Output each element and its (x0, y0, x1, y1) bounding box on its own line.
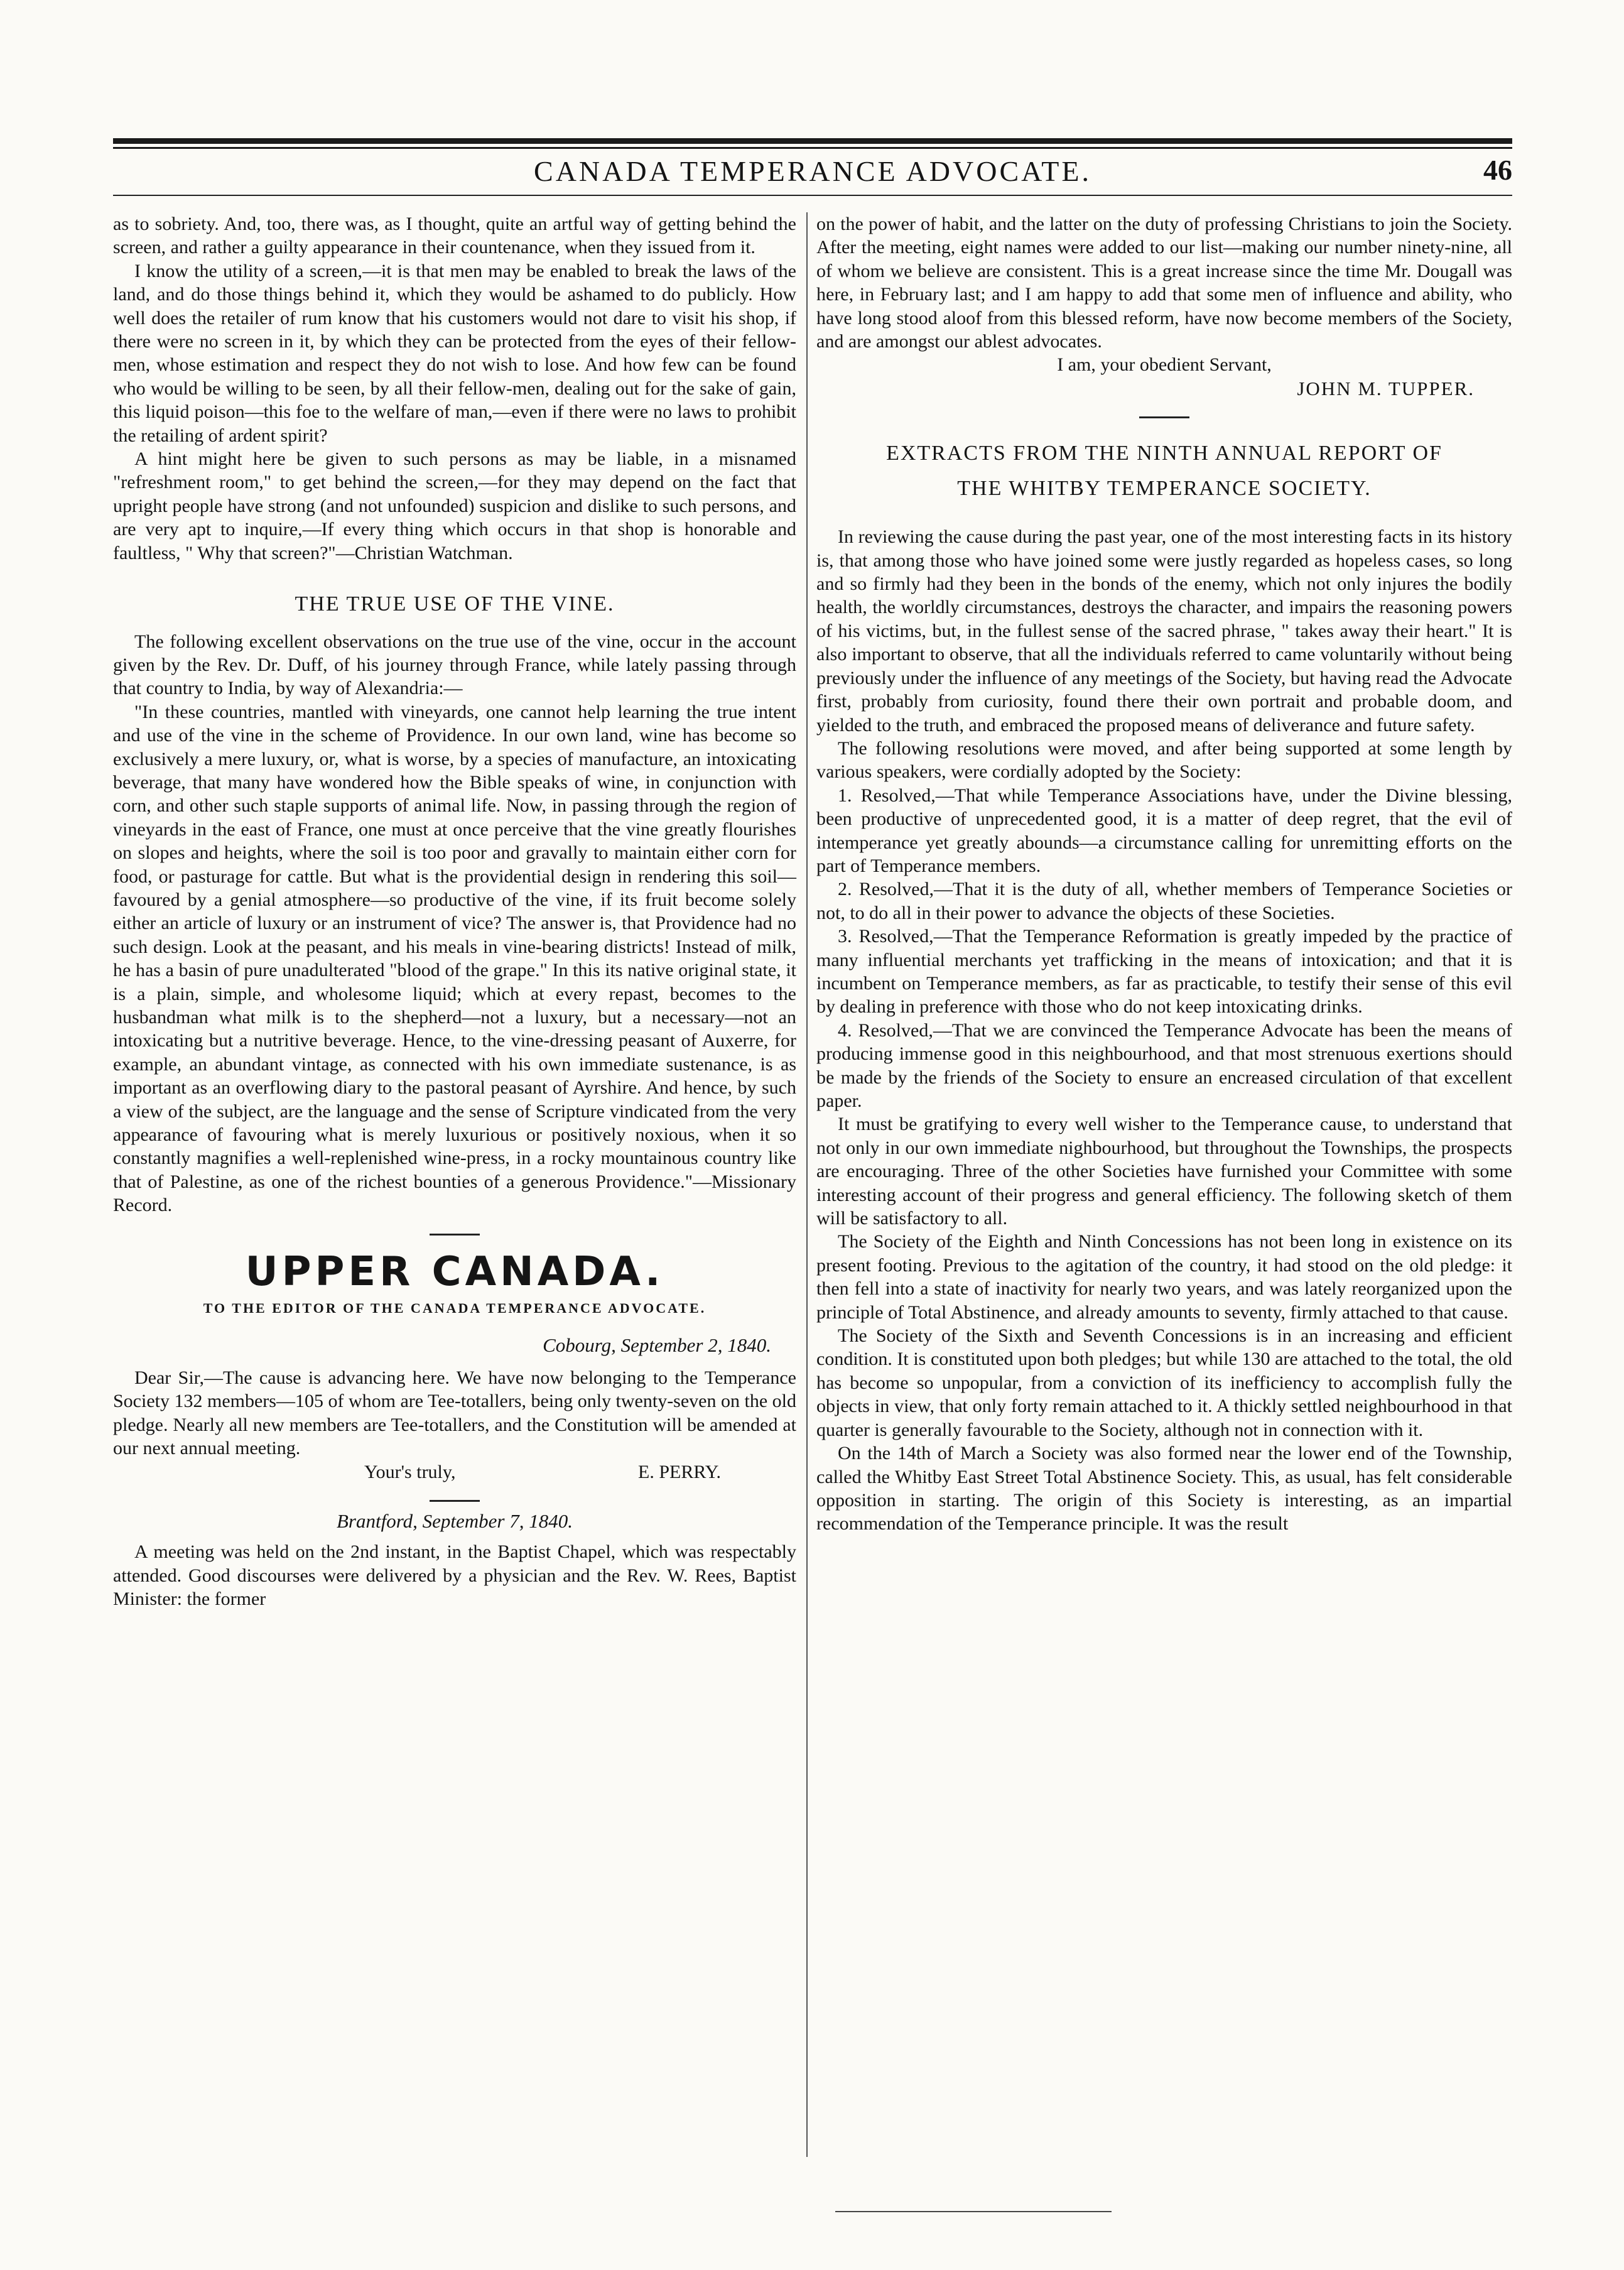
paragraph: The Society of the Sixth and Seventh Concessions is in an increasing and efficient condition. It is constituted upon both pledges; but while 130 are attached to the total, the old has become so unpopular, from a conviction of its inefficiency to accomplish fully the objects in view, that only forty remain attached to it. A thickly settled neighbourhood in that quarter is generally favourable to the Society, although not in connection with it. (816, 1325, 1512, 1440)
letter-body: A meeting was held on the 2nd instant, in the Baptist Chapel, which was respectably attended. Good discourses were delivered by a physician and the Rev. W. Rees, Baptist Minister: the former (113, 1541, 796, 1610)
paragraph: A hint might here be given to such persons as may be liable, in a misnamed "refreshment room," to get behind the screen,—for they may depend on the fact that upright people have strong (and not unfounded) suspicion and dislike to such persons, and are very apt to inquire,—If every thing which occurs in that shop is honorable and faultless, " Why that screen?"—Christian Watchman. (113, 448, 796, 563)
paragraph: as to sobriety. And, too, there was, as I thought, quite an artful way of getting behind the screen, and rather a guilty appearance in their countenance, when they issued from it. (113, 214, 796, 258)
resolution: 2. Resolved,—That it is the duty of all, whether members of Temperance Societies or not, to do all in their power to advance the objects of these Societies. (816, 879, 1512, 923)
letter-addressee: TO THE EDITOR OF THE CANADA TEMPERANCE ADVOCATE. (203, 1300, 706, 1317)
signature: JOHN M. TUPPER. (1297, 377, 1475, 399)
closing: I am, your obedient Servant, (1057, 354, 1272, 376)
header-rule (113, 195, 1512, 196)
signature: E. PERRY. (638, 1461, 721, 1482)
paragraph: On the 14th of March a Society was also formed near the lower end of the Township, called the Whitby East Street Total Abstinence Society. This, as usual, has felt considerable opposition in starting. The origin of this Society is interesting, as an impartial recommendation of the Temperance principle. It was the result (816, 1443, 1512, 1534)
column-divider (806, 212, 808, 2157)
paragraph: The following excellent observations on the true use of the vine, occur in the account given by the Rev. Dr. Duff, of his journey through France, while lately passing through that country to India, by way of Alexandria:— (113, 631, 796, 699)
paragraph: I know the utility of a screen,—it is that men may be enabled to break the laws of the land, and do those things behind it, which they would be ashamed to do publicly. How well does the retailer of rum know that his customers would not dare to visit his shop, if there were no screen in it, by which they can be protected from the eyes of their fellow-men, whose estimation and respect they do not wish to lose. And how few can be found who would be willing to be seen, by all their fellow-men, dealing out for the sake of gain, this liquid poison—this foe to the welfare of man,—even if there were no laws to prohibit the retailing of ardent spirit? (113, 260, 796, 446)
masthead-thick-rule (113, 138, 1512, 144)
footer-rule (835, 2211, 1112, 2212)
page-number: 46 (1483, 154, 1512, 186)
dateline-brantford: Brantford, September 7, 1840. (337, 1509, 573, 1532)
section-heading-upper-canada: UPPER CANADA. (245, 1248, 664, 1295)
page-title: CANADA TEMPERANCE ADVOCATE. (534, 155, 1091, 187)
letter-signoff (113, 1460, 796, 1484)
letter-body: Dear Sir,—The cause is advancing here. We have now belonging to the Temperance Society 132 members—105 of whom are Tee-totallers, being only twenty-seven on the old pledge. Nearly all new members are Tee-totallers, and the Constitution will be amended at our next annual meeting. (113, 1367, 796, 1459)
masthead-thin-rule (113, 147, 1512, 149)
resolution: 1. Resolved,—That while Temperance Associations have, under the Divine blessing, been productive of unprecedented good, it is a matter of deep regret, that the evil of intemperance yet greatly abounds—a circumstance calling for unremitting efforts on the part of Temperance members. (816, 785, 1512, 876)
paragraph: The Society of the Eighth and Ninth Concessions has not been long in existence on its present footing. Previous to the agitation of the country, it had stood on the old pledge: it then fell into a state of inactivity for nearly two years, and was lately reorganized upon the principle of Total Abstinence, and already amounts to seventy, firmly attached to that cause. (816, 1231, 1512, 1323)
section-rule (430, 1234, 480, 1235)
heading-line: EXTRACTS FROM THE NINTH ANNUAL REPORT OF (886, 442, 1443, 465)
resolution: 4. Resolved,—That we are convinced the Temperance Advocate has been the means of producing immense good in this neighbourhood, and that most strenuous exertions should be made by the friends of the Society to ensure an encreased circulation of that excellent paper. (816, 1019, 1512, 1111)
paragraph: It must be gratifying to every well wisher to the Temperance cause, to understand that not only in our own immediate nighbourhood, but throughout the Townships, the prospects are encouraging. Three of the other Societies have furnished your Committee with some interesting account of their progress and general efficiency. The following sketch of them will be satisfactory to all. (816, 1114, 1512, 1229)
paragraph: "In these countries, mantled with vineyards, one cannot help learning the true intent and use of the vine in the scheme of Providence. In our own land, wine has become so exclusively a mere luxury, or, what is worse, by a species of manufacture, an intoxicating beverage, that many have wondered how the Bible speaks of wine, in conjunction with corn, and other such staple supports of animal life. Now, in passing through the region of vineyards in the east of France, one must at once perceive that the vine greatly flourishes on slopes and heights, where the soil is too poor and gravally to maintain either corn for food, or pasturage for cattle. But what is the providential design in rendering this soil—favoured by a genial atmosphere—so productive of the vine, if its fruit become solely either an article of luxury or an instrument of vice? The answer is, that Providence had no such design. Look at the peasant, and his meals in vine-bearing districts! Instead of milk, he has a basin of pure unadulterated "blood of the grape." In this its native original state, it is a plain, simple, and wholesome liquid; which at every repast, becomes to the husbandman what milk is to the shepherd—not a luxury, but a necessary—not an intoxicating but a nutritive beverage. Hence, to the vine-dressing peasant of Auxerre, for example, an abundant vintage, as connected with his own immediate sustenance, is as important as an overflowing diary to the pastoral peasant of Ayrshire. And hence, by such a view of the subject, are the language and the sense of Scripture vindicated from the very appearance of favouring what is merely luxurious or positively noxious, when it so constantly magnifies a well-replenished wine-press, in a rocky mountainous country like that of Palestine, as one of the richest bounties of a generous Providence."—Missionary Record. (113, 701, 796, 1216)
letter-body: on the power of habit, and the latter on the duty of professing Christians to join the Society. After the meeting, eight names were added to our list—making our number ninety-nine, all of whom we believe are consistent. This is a great increase since the time Mr. Dougall was here, in February last; and I am happy to add that some men of influence and ability, who have long stood aloof from this blessed reform, have now become members of the Society, and are amongst our ablest advocates. (816, 214, 1512, 352)
section-rule (1139, 416, 1189, 418)
section-rule (430, 1500, 480, 1502)
paragraph: The following resolutions were moved, and after being supported at some length by various speakers, were cordially adopted by the Society: (816, 737, 1512, 783)
article-heading-whitby (816, 436, 1512, 506)
resolution: 3. Resolved,—That the Temperance Reformation is greatly impeded by the practice of many influential merchants yet trafficking in the means of intoxication; and that it is incumbent on Temperance members, as far as practicable, to testify their sense of this evil by dealing in preference with those who do not keep intoxicating drinks. (816, 926, 1512, 1018)
left-column (113, 212, 796, 2157)
right-column (816, 212, 1512, 2157)
dateline-cobourg: Cobourg, September 2, 1840. (543, 1334, 771, 1357)
paragraph: In reviewing the cause during the past year, one of the most interesting facts in its history is, that among those who have joined some were justly regarded as hopeless cases, so long and so firmly had they been in the bonds of the enemy, which not only injures the bodily health, the worldly circumstances, destroys the character, and impairs the reasoning powers of his victims, but, in the fullest sense of the sacred phrase, " takes away their heart." It is also important to observe, that all the individuals referred to came voluntarily without being previously under the influence of any meetings of the Society, but having read the Advocate first, probably from curiosity, found there their own portrait and probable doom, and yielded to the truth, and embraced the proposed means of deliverance and future safety. (816, 526, 1512, 736)
heading-line: THE WHITBY TEMPERANCE SOCIETY. (957, 477, 1372, 501)
article-heading-vine: THE TRUE USE OF THE VINE. (295, 592, 615, 616)
closing: Your's truly, (364, 1461, 456, 1482)
